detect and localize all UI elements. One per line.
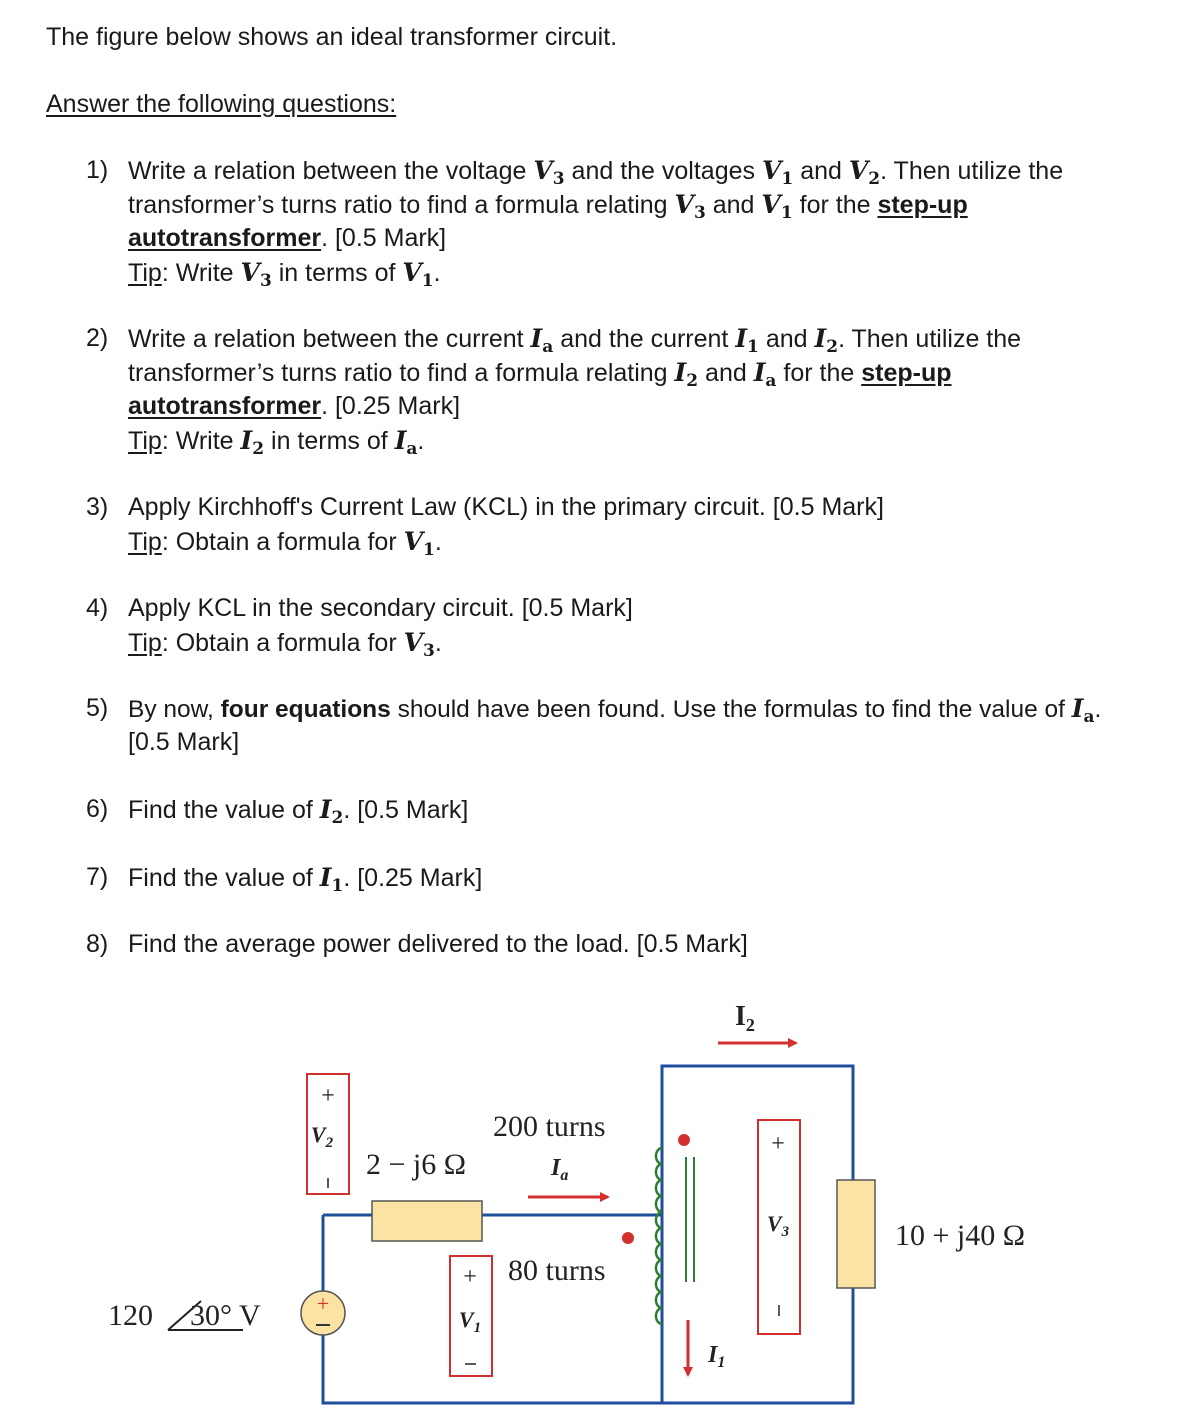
svg-text:V1: $V_1$	[458, 1307, 482, 1336]
var-V3: $V_3$	[533, 156, 565, 189]
source-plus: +	[316, 1291, 330, 1316]
q8-text: Find the average power delivered to the load. [0.5 Mark]	[128, 930, 748, 958]
var-V2: $V_2$	[848, 156, 881, 189]
var-I1: $I_1$	[735, 324, 759, 357]
svg-text:+: +	[771, 1131, 785, 1157]
source-value: 120	[108, 1299, 153, 1332]
q5-text: By now, four equations should have been found. Use the formulas to find the value of $I_a$.	[128, 694, 1102, 727]
q5-number: 5)	[86, 694, 109, 722]
load-impedance	[837, 1180, 875, 1288]
dot-upper	[678, 1134, 690, 1146]
source-angle: 30° V	[190, 1299, 261, 1332]
q4-text: Apply KCL in the secondary circuit. [0.5 Mark]	[128, 594, 633, 622]
q2-tip: Tip: Write $I_2$ in terms of $I_a$.	[128, 426, 425, 459]
var-V1: $V_1$	[761, 156, 794, 189]
load-impedance-label: 10 + j40 Ω	[895, 1219, 1026, 1252]
q1-tip: Tip: Write $V_3$ in terms of $V_1$.	[128, 258, 441, 291]
q6-number: 6)	[86, 795, 109, 823]
turns-upper: 200 turns	[493, 1110, 606, 1143]
q7-number: 7)	[86, 863, 109, 891]
q1-line2: transformer’s turns ratio to find a formula relating $V_3$ and $V_1$ for the step-up	[128, 190, 968, 223]
q2-line1: Write a relation between the current $I_a$ and the current $I_1$ and $I_2$. Then utilize the	[128, 324, 1022, 357]
q8-number: 8)	[86, 930, 109, 958]
q2-line3: autotransformer. [0.25 Mark]	[128, 392, 461, 420]
var-Ia: $I_a$	[530, 324, 554, 357]
q4-tip: Tip: Obtain a formula for $V_3$.	[128, 628, 442, 661]
q5-line2: [0.5 Mark]	[128, 728, 240, 756]
ia-label: $I_a$	[551, 1155, 569, 1184]
var-I2: $I_2$	[814, 324, 839, 357]
svg-text:V3: $V_3$	[766, 1211, 790, 1240]
q2-line2: transformer’s turns ratio to find a formula relating $I_2$ and $I_a$ for the step-up	[128, 358, 952, 391]
q4-number: 4)	[86, 594, 109, 622]
q3-number: 3)	[86, 493, 109, 521]
dot-lower	[622, 1232, 634, 1244]
q1-line3: autotransformer. [0.5 Mark]	[128, 224, 447, 252]
i2-label: $I_2$	[735, 1001, 755, 1035]
intro-text: The figure below shows an ideal transformer circuit.	[46, 23, 618, 51]
svg-text:+: +	[321, 1083, 335, 1109]
answer-heading: Answer the following questions:	[46, 90, 397, 118]
q6-text: Find the value of $I_2$. [0.5 Mark]	[128, 795, 469, 828]
q3-tip: Tip: Obtain a formula for $V_1$.	[128, 527, 442, 560]
series-impedance	[372, 1201, 482, 1241]
series-impedance-label: 2 − j6 Ω	[366, 1148, 467, 1181]
turns-lower: 80 turns	[508, 1254, 606, 1287]
svg-text:+: +	[463, 1264, 477, 1290]
q1-line1: Write a relation between the voltage $V_3$ and the voltages $V_1$ and $V_2$. Then utilize the	[128, 156, 1064, 189]
q3-text: Apply Kirchhoff's Current Law (KCL) in the primary circuit. [0.5 Mark]	[128, 493, 884, 521]
q2-number: 2)	[86, 324, 109, 352]
q1-number: 1)	[86, 156, 109, 184]
i1-label: $I_1$	[708, 1342, 726, 1371]
q7-text: Find the value of $I_1$. [0.25 Mark]	[128, 863, 483, 896]
svg-text:V2: $V_2$	[310, 1122, 334, 1151]
